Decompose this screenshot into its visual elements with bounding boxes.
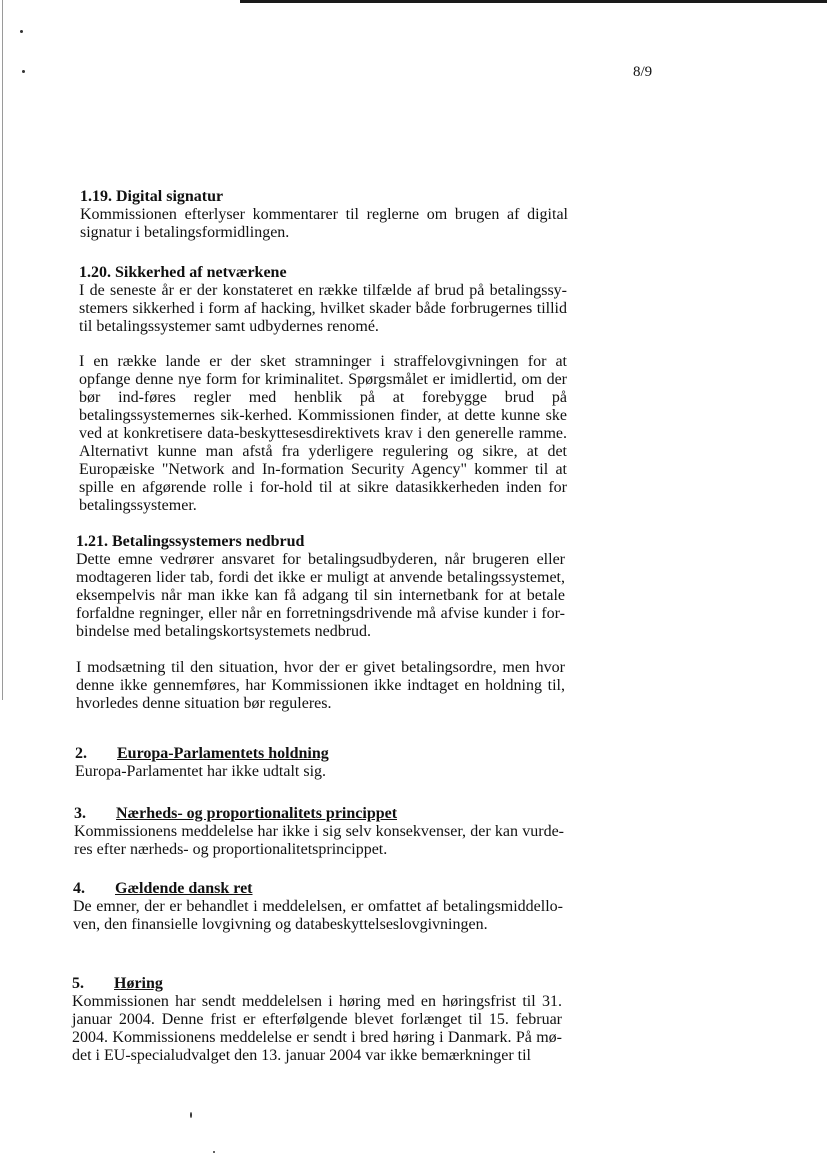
paragraph: Dette emne vedrører ansvaret for betalingsudbyderen, når brugeren eller modtageren lider tab, fordi det ikke er muligt at anvende betalingssystemet, eksempelvis når man ikke kan få adgang til sin internetbank for at betale forfaldne regninger, eller når en forretningsdrivende må afvise kunder i for-bindelse med betalingskortsystemets nedbrud. [76,551,565,640]
section-heading: 1.19. Digital signatur [80,188,224,205]
scan-speck [22,70,25,73]
paragraph: Kommissionens meddelelse har ikke i sig selv konsekvenser, der kan vurde-res efter nærheds- og proportionalitetsprincippet. [74,823,564,858]
section-3 [74,805,564,859]
section-1-21 [76,533,565,713]
section-number: 2. [75,745,87,762]
section-heading: 1.21. Betalingssystemers nedbrud [76,533,305,550]
section-1-19 [80,188,568,242]
paragraph: I de seneste år er der konstateret en række tilfælde af brud på betalingssy-stemers sikkerhed i form af hacking, hvilket skader både forbrugernes tillid til betalingssystemer samt udbydernes renomé. [79,282,567,335]
section-1-20 [79,264,567,515]
paragraph: I en række lande er der sket stramninger i straffelovgivningen for at opfange denne nye form for kriminalitet. Spørgsmålet er imidlertid, om der bør ind-føres regler med henblik på at forebygge brud på betalingssystemernes sik-kerhed. Kommissionen finder, at dette kunne ske ved at konkretisere data-beskyttesesdirektivets krav i den generelle ramme. Alternativt kunne man afstå fra yderligere regulering og sikre, at det Europæiske "Network and In-formation Security Agency" kommer til at spille en afgørende rolle i for-hold til at sikre datasikkerheden inden for betalingssystemer. [79,353,567,514]
page-number: 8/9 [633,64,653,80]
scan-edge-left [2,0,3,700]
scan-speck [213,1151,215,1153]
section-5 [72,975,562,1065]
section-number: 4. [73,880,85,897]
section-4 [73,880,563,934]
scan-speck [190,1112,192,1118]
section-heading: 1.20. Sikkerhed af netværkene [79,264,287,281]
section-2 [75,745,565,781]
paragraph: Kommissionen har sendt meddelelsen i høring med en høringsfrist til 31. januar 2004. Denne frist er efterfølgende blevet forlænget til 15. februar 2004. Kommissionens meddelelse er sendt i bred høring i Danmark. På mø-det i EU-specialudvalget den 13. januar 2004 var ikke bemærkninger til [72,993,562,1064]
section-number: 3. [74,805,86,822]
scan-edge-top [240,0,827,3]
section-heading: Europa-Parlamentets holdning [117,745,329,762]
scan-speck [20,30,23,33]
paragraph: Kommissionen efterlyser kommentarer til reglerne om brugen af digital signatur i betalingsformidlingen. [80,206,568,241]
paragraph: De emner, der er behandlet i meddelelsen, er omfattet af betalingsmiddello-ven, den finansielle lovgivning og databeskyttelseslovgivningen. [73,898,563,933]
section-heading: Nærheds- og proportionalitets princippet [116,805,398,822]
paragraph: Europa-Parlamentet har ikke udtalt sig. [75,763,327,780]
section-heading: Høring [114,975,163,992]
section-number: 5. [72,975,84,992]
section-heading: Gældende dansk ret [115,880,253,897]
paragraph: I modsætning til den situation, hvor der er givet betalingsordre, men hvor denne ikke gennemføres, har Kommissionen ikke indtaget en holdning til, hvorledes denne situation bør reguleres. [76,659,565,712]
